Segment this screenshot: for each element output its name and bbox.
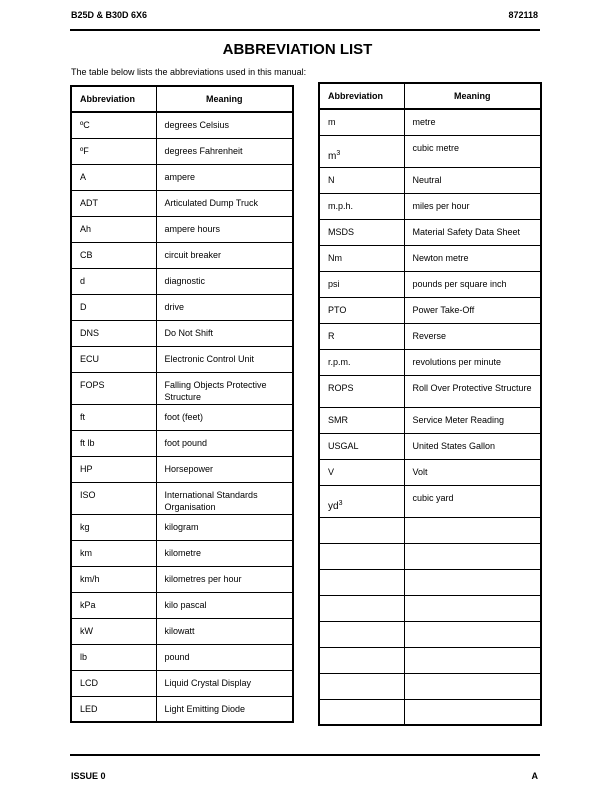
abbreviation-cell <box>71 644 156 670</box>
header-doc-number: 872118 <box>508 10 538 20</box>
abbreviation-text: Nm <box>328 252 342 263</box>
table-row <box>319 135 541 167</box>
table-row <box>71 592 293 618</box>
abbreviation-text: lb <box>80 651 88 662</box>
abbreviation-cell <box>71 112 156 138</box>
abbreviation-text: LCD <box>80 677 99 688</box>
meaning-cell: International Standards Organisation <box>156 482 293 514</box>
table-row <box>319 595 541 621</box>
abbreviation-cell <box>319 297 404 323</box>
abbreviation-cell <box>71 430 156 456</box>
meaning-cell: Do Not Shift <box>156 320 293 346</box>
meaning-cell: circuit breaker <box>156 242 293 268</box>
table-row <box>71 618 293 644</box>
intro-text: The table below lists the abbreviations used in this manual: <box>71 67 307 77</box>
abbreviation-cell <box>71 372 156 404</box>
abbreviation-cell <box>71 696 156 722</box>
abbreviation-cell <box>319 699 404 725</box>
meaning-cell: degrees Celsius <box>156 112 293 138</box>
abbreviation-text: m <box>328 150 337 162</box>
abbreviation-cell <box>319 193 404 219</box>
abbreviation-text: PTO <box>328 304 347 315</box>
meaning-cell: ampere <box>156 164 293 190</box>
table-row <box>71 164 293 190</box>
table-row <box>319 485 541 517</box>
abbreviation-cell <box>319 167 404 193</box>
table-row <box>71 294 293 320</box>
table-row <box>319 569 541 595</box>
abbreviation-cell <box>319 543 404 569</box>
abbreviation-cell <box>319 375 404 407</box>
abbreviation-cell <box>71 164 156 190</box>
table-row <box>71 540 293 566</box>
meaning-cell: United States Gallon <box>404 433 541 459</box>
table-row <box>319 109 541 135</box>
footer-issue: ISSUE 0 <box>71 771 106 781</box>
meaning-cell: Volt <box>404 459 541 485</box>
table-row <box>71 216 293 242</box>
abbreviation-text: ºC <box>80 120 90 130</box>
meaning-cell: kilowatt <box>156 618 293 644</box>
meaning-cell: metre <box>404 109 541 135</box>
abbreviation-cell <box>71 514 156 540</box>
abbreviation-cell <box>71 320 156 346</box>
abbreviation-cell <box>71 482 156 514</box>
abbreviation-cell <box>71 216 156 242</box>
abbreviation-text: MSDS <box>328 226 355 237</box>
abbreviation-text: r.p.m. <box>328 356 351 367</box>
table-row <box>319 543 541 569</box>
abbreviation-cell <box>319 595 404 621</box>
table-row <box>319 433 541 459</box>
meaning-cell: miles per hour <box>404 193 541 219</box>
meaning-cell: Articulated Dump Truck <box>156 190 293 216</box>
abbreviation-text: DNS <box>80 327 100 338</box>
meaning-cell: revolutions per minute <box>404 349 541 375</box>
abbreviation-cell <box>71 294 156 320</box>
header-rule <box>70 29 540 31</box>
meaning-cell: pound <box>156 644 293 670</box>
table-row <box>319 699 541 725</box>
meaning-cell <box>404 595 541 621</box>
abbreviation-cell <box>319 569 404 595</box>
abbreviation-text: N <box>328 174 335 185</box>
table-row <box>71 138 293 164</box>
meaning-cell: pounds per square inch <box>404 271 541 297</box>
table-row <box>71 320 293 346</box>
abbreviation-text: V <box>328 466 335 477</box>
abbreviation-cell <box>319 673 404 699</box>
abbreviation-cell <box>319 621 404 647</box>
meaning-cell: kilogram <box>156 514 293 540</box>
abbreviation-text: ºF <box>80 145 89 156</box>
abbreviation-text: ADT <box>80 197 98 208</box>
table-row <box>71 430 293 456</box>
meaning-cell: Roll Over Protective Structure <box>404 375 541 407</box>
table-row <box>71 346 293 372</box>
abbreviation-cell <box>71 242 156 268</box>
abbreviation-cell <box>319 407 404 433</box>
meaning-cell: Newton metre <box>404 245 541 271</box>
table-row <box>71 456 293 482</box>
abbreviation-cell <box>71 456 156 482</box>
abbreviation-cell <box>71 404 156 430</box>
table-row <box>71 514 293 540</box>
meaning-cell: Power Take-Off <box>404 297 541 323</box>
meaning-cell: Service Meter Reading <box>404 407 541 433</box>
abbreviation-cell <box>71 618 156 644</box>
meaning-cell: Neutral <box>404 167 541 193</box>
table-row <box>71 242 293 268</box>
abbreviation-text: ROPS <box>328 382 354 393</box>
abbreviation-text: kW <box>80 625 93 636</box>
column-header-meaning: Meaning <box>156 86 293 112</box>
abbreviation-text: LED <box>80 703 98 714</box>
abbreviation-text: SMR <box>328 414 348 425</box>
abbreviation-text: ft <box>80 411 86 422</box>
page-title: ABBREVIATION LIST <box>222 41 373 58</box>
meaning-cell: Liquid Crystal Display <box>156 670 293 696</box>
meaning-cell: degrees Fahrenheit <box>156 138 293 164</box>
meaning-cell: foot pound <box>156 430 293 456</box>
abbreviation-cell <box>319 271 404 297</box>
footer-rule <box>70 754 540 756</box>
abbreviation-text: HP <box>80 463 93 474</box>
meaning-cell: foot (feet) <box>156 404 293 430</box>
abbreviation-cell <box>71 268 156 294</box>
meaning-cell <box>404 647 541 673</box>
abbreviation-cell <box>319 517 404 543</box>
meaning-cell <box>404 517 541 543</box>
meaning-cell <box>404 673 541 699</box>
abbreviation-text: ft lb <box>80 437 95 448</box>
abbreviation-text: USGAL <box>328 440 359 451</box>
abbreviation-cell <box>71 592 156 618</box>
table-row <box>71 372 293 404</box>
abbreviation-cell <box>319 459 404 485</box>
meaning-cell: Material Safety Data Sheet <box>404 219 541 245</box>
table-row <box>319 219 541 245</box>
meaning-cell <box>404 621 541 647</box>
abbreviation-cell <box>319 109 404 135</box>
abbreviation-text: A <box>80 171 87 182</box>
meaning-cell: cubic metre <box>404 135 541 167</box>
abbreviation-text: d <box>80 275 86 286</box>
abbreviation-cell <box>71 190 156 216</box>
abbreviation-cell <box>319 349 404 375</box>
meaning-cell: diagnostic <box>156 268 293 294</box>
abbreviation-text: CB <box>80 249 93 260</box>
meaning-cell: Horsepower <box>156 456 293 482</box>
abbreviation-text: R <box>328 330 335 341</box>
meaning-cell: ampere hours <box>156 216 293 242</box>
abbreviation-text: yd <box>328 500 339 512</box>
abbreviation-table-left <box>70 85 294 723</box>
column-header-abbreviation: Abbreviation <box>319 83 404 109</box>
abbreviation-text: m.p.h. <box>328 200 354 211</box>
abbreviation-cell <box>71 670 156 696</box>
meaning-cell <box>404 699 541 725</box>
abbreviation-text: kPa <box>80 599 96 610</box>
table-row <box>71 190 293 216</box>
meaning-cell: Falling Objects Protective Structure <box>156 372 293 404</box>
table-row <box>319 193 541 219</box>
superscript-text: 3 <box>338 499 343 507</box>
abbreviation-cell <box>319 245 404 271</box>
table-row <box>71 566 293 592</box>
meaning-cell: kilometres per hour <box>156 566 293 592</box>
abbreviation-cell <box>71 346 156 372</box>
header-model: B25D & B30D 6X6 <box>71 10 148 20</box>
meaning-cell: cubic yard <box>404 485 541 517</box>
abbreviation-text: ISO <box>80 489 96 500</box>
meaning-cell <box>404 569 541 595</box>
abbreviation-text: km <box>80 547 92 558</box>
abbreviation-text: km/h <box>80 573 100 584</box>
abbreviation-text: FOPS <box>80 379 105 390</box>
abbreviation-text: ECU <box>80 353 100 364</box>
abbreviation-cell <box>71 540 156 566</box>
abbreviation-cell <box>71 138 156 164</box>
abbreviation-cell <box>319 485 404 517</box>
table-row <box>319 271 541 297</box>
table-row <box>319 621 541 647</box>
column-header-meaning: Meaning <box>404 83 541 109</box>
meaning-cell: kilo pascal <box>156 592 293 618</box>
table-row <box>319 297 541 323</box>
table-row <box>319 517 541 543</box>
abbreviation-text: Ah <box>80 223 92 234</box>
table-row <box>71 644 293 670</box>
table-row <box>319 245 541 271</box>
table-row <box>319 323 541 349</box>
table-row <box>71 670 293 696</box>
table-row <box>319 459 541 485</box>
meaning-cell <box>404 543 541 569</box>
table-row <box>71 482 293 514</box>
abbreviation-cell <box>319 323 404 349</box>
abbreviation-text: m <box>328 117 336 127</box>
table-row <box>319 673 541 699</box>
abbreviation-cell <box>71 566 156 592</box>
superscript-text: 3 <box>336 149 341 157</box>
footer-revision: A <box>531 771 538 781</box>
meaning-cell: drive <box>156 294 293 320</box>
table-row <box>319 647 541 673</box>
abbreviation-cell <box>319 433 404 459</box>
table-row <box>319 375 541 407</box>
table-row <box>319 407 541 433</box>
abbreviation-cell <box>319 647 404 673</box>
column-header-abbreviation: Abbreviation <box>71 86 156 112</box>
table-row <box>71 112 293 138</box>
meaning-cell: Reverse <box>404 323 541 349</box>
meaning-cell: Electronic Control Unit <box>156 346 293 372</box>
table-row <box>71 696 293 722</box>
abbreviation-table-right <box>318 82 542 726</box>
abbreviation-text: kg <box>80 521 90 532</box>
abbreviation-cell <box>319 135 404 167</box>
meaning-cell: Light Emitting Diode <box>156 696 293 722</box>
table-row <box>319 349 541 375</box>
table-row <box>71 268 293 294</box>
abbreviation-text: D <box>80 301 87 312</box>
meaning-cell: kilometre <box>156 540 293 566</box>
table-row <box>71 404 293 430</box>
abbreviation-cell <box>319 219 404 245</box>
table-row <box>319 167 541 193</box>
abbreviation-text: psi <box>328 278 340 289</box>
